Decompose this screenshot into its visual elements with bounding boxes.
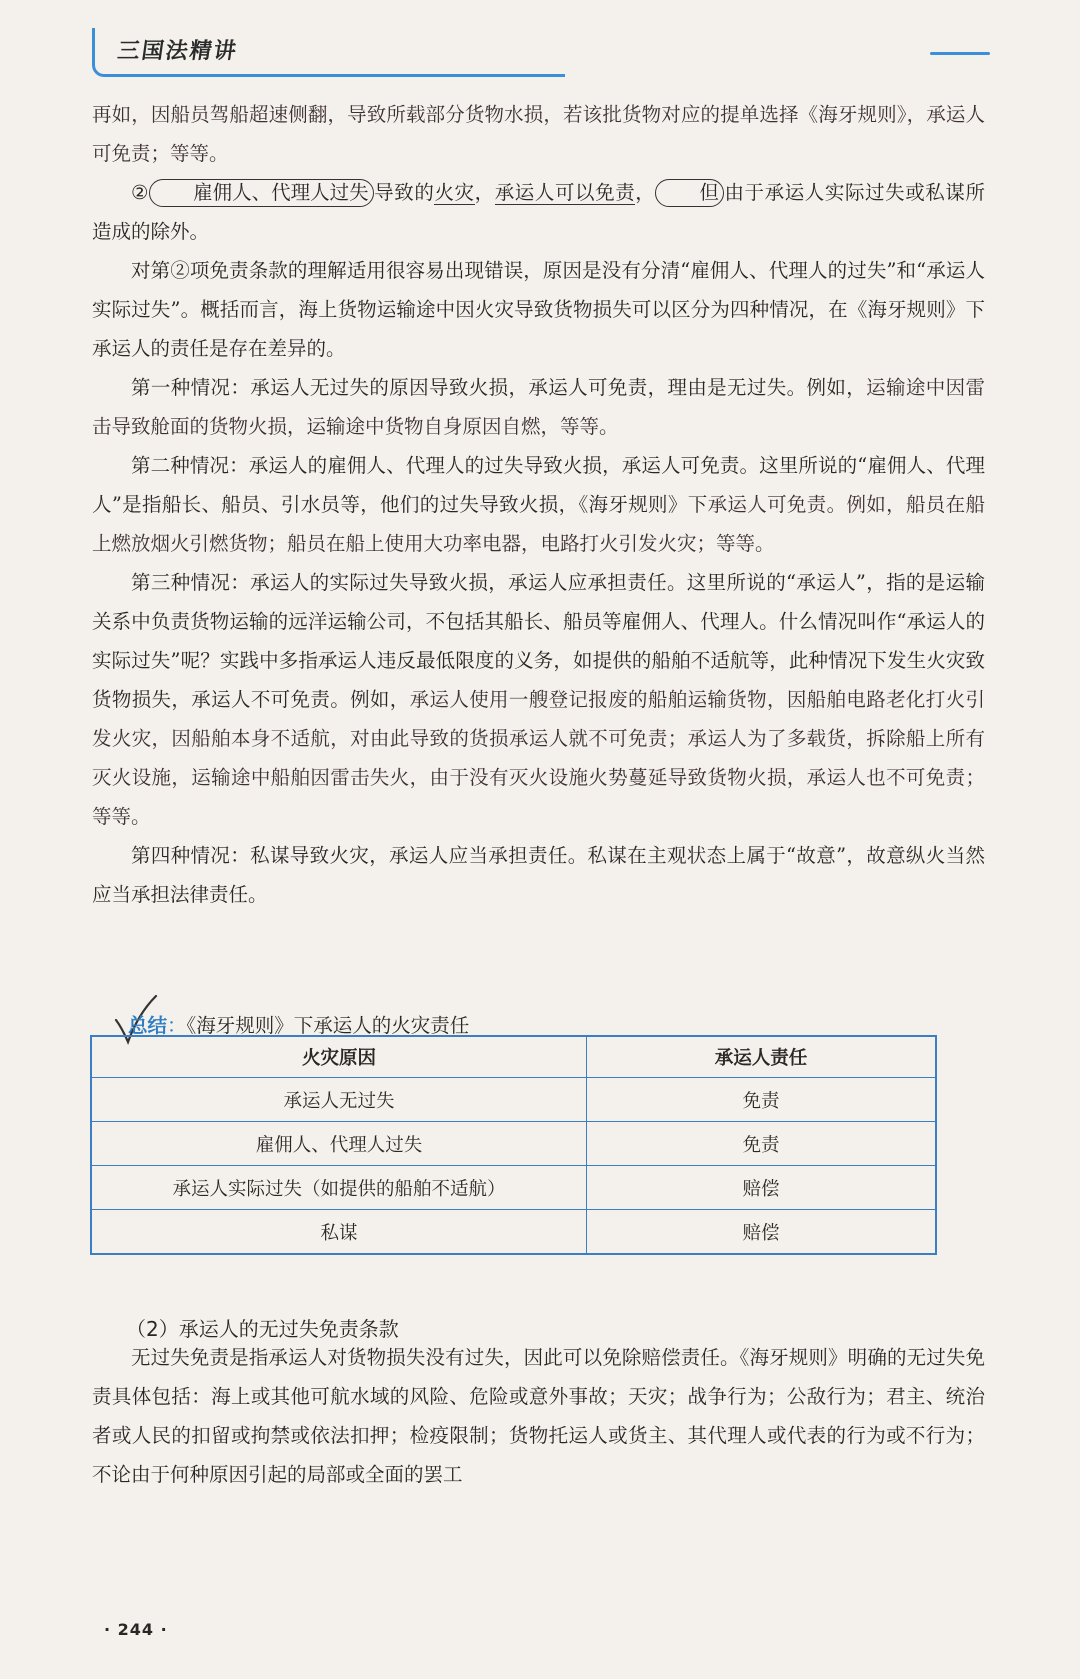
fire-liability-table	[90, 1035, 937, 1255]
paragraph-5	[92, 563, 985, 836]
text-fragment: 第一种情况：承运人无过失的原因导致火损，承运人可免责，理由是无过失。例如，	[131, 376, 867, 399]
summary-heading	[128, 1010, 469, 1038]
book-title: 三国法精讲	[115, 39, 240, 64]
table-cell: 赔偿	[587, 1210, 937, 1255]
table-cell: 私谋	[91, 1210, 587, 1255]
table-row	[91, 1078, 936, 1122]
example-text: 运输途中因雷击导致舱面的货物火损，运输途中货物自身原因自燃，等等。	[92, 376, 985, 438]
underlined-annotation: 承运人可以免责	[494, 181, 636, 204]
circled-annotation: 但	[655, 179, 724, 207]
text-fragment: 第三种情况：承运人的实际过失导致火损，承运人应承担责任。这里所说的“承运人”，指的是运输关系中负责货物运输的远洋运输公司，不包括其船长、船员等雇佣人、代理人。什么情况叫作“承运人的实际过失”呢？实践中多指承运人违反最低限度的义务，如提供的船舶不适航等，此种情况下发生火灾致货物损失，承运人不可免责。例如，	[92, 571, 985, 711]
table-cell: 免责	[587, 1078, 937, 1122]
table-row	[91, 1210, 936, 1255]
table-cell: 免责	[587, 1122, 937, 1166]
table-row	[91, 1166, 936, 1210]
header-rule	[930, 52, 990, 55]
paragraph-4	[92, 446, 985, 563]
paragraph-1	[92, 173, 985, 251]
table-header-row	[91, 1036, 936, 1078]
summary-colon: ：	[167, 1014, 187, 1037]
section-heading: （2）承运人的无过失免责条款	[126, 1317, 399, 1341]
paragraph-0: 再如，因船员驾船超速侧翻，导致所载部分货物水损，若该批货物对应的提单选择《海牙规则》，承运人可免责；等等。	[92, 103, 985, 165]
paragraph-6: 第四种情况：私谋导致火灾，承运人应当承担责任。私谋在主观状态上属于“故意”，故意纵火当然应当承担法律责任。	[92, 844, 985, 906]
text-fragment: 导致的	[373, 181, 435, 204]
section-text	[92, 1338, 985, 1494]
main-text	[92, 95, 985, 914]
table-cell: 承运人无过失	[91, 1078, 587, 1122]
table-cell: 承运人实际过失（如提供的船舶不适航）	[91, 1166, 587, 1210]
table-row	[91, 1122, 936, 1166]
column-header: 承运人责任	[587, 1036, 937, 1078]
example-text: 承运人可免责。例如，船员在船上燃放烟火引燃货物；船员在船上使用大功率电器，电路打火引发火灾；等等。	[92, 493, 985, 555]
text-fragment: 第二种情况：承运人的雇佣人、代理人的过失导致火损，承运人可免责。这里所说的“雇佣人、代理人”是指船长、船员、引水员等，他们的过失导致火损，《海牙规则》下	[92, 454, 985, 516]
table-cell: 赔偿	[587, 1166, 937, 1210]
item-number: ②	[131, 181, 150, 204]
circled-annotation: 雇佣人、代理人过失	[149, 179, 374, 207]
paragraph-section2: 无过失免责是指承运人对货物损失没有过失，因此可以免除赔偿责任。《海牙规则》明确的无过失免责具体包括：海上或其他可航水域的风险、危险或意外事故；天灾；战争行为；公敌行为；君主、统治者或人民的扣留或拘禁或依法扣押；检疫限制；货物托运人或货主、其代理人或代表的行为或不行为；不论由于何种原因引起的局部或全面的罢工	[92, 1346, 985, 1486]
summary-title: 《海牙规则》下承运人的火灾责任	[186, 1014, 470, 1037]
example-text: 承运人使用一艘登记报废的船舶运输货物，因船舶电路老化打火引发火灾，因船舶本身不适航，对由此导致的货损承运人就不可免责；承运人为了多载货，拆除船上所有灭火设施，运输途中船舶因雷击失火，由于没有灭火设施火势蔓延导致货物火损，承运人也不可免责；等等。	[92, 688, 985, 828]
paragraph-3	[92, 368, 985, 446]
text-fragment: 由于承运人实际过失或私谋所造成的除外。	[92, 181, 985, 243]
underlined-annotation: 火灾	[434, 181, 475, 204]
paragraph-2: 对第②项免责条款的理解适用很容易出现错误，原因是没有分清“雇佣人、代理人的过失”和“承运人实际过失”。概括而言，海上货物运输途中因火灾导致货物损失可以区分为四种情况，在《海牙规则》下承运人的责任是存在差异的。	[92, 259, 985, 360]
text-fragment: ，	[474, 181, 495, 204]
summary-tag: 总结	[128, 1014, 168, 1037]
page-number: · 244 ·	[104, 1620, 168, 1639]
text-fragment: ，	[635, 181, 656, 204]
column-header: 火灾原因	[91, 1036, 587, 1078]
table-cell: 雇佣人、代理人过失	[91, 1122, 587, 1166]
